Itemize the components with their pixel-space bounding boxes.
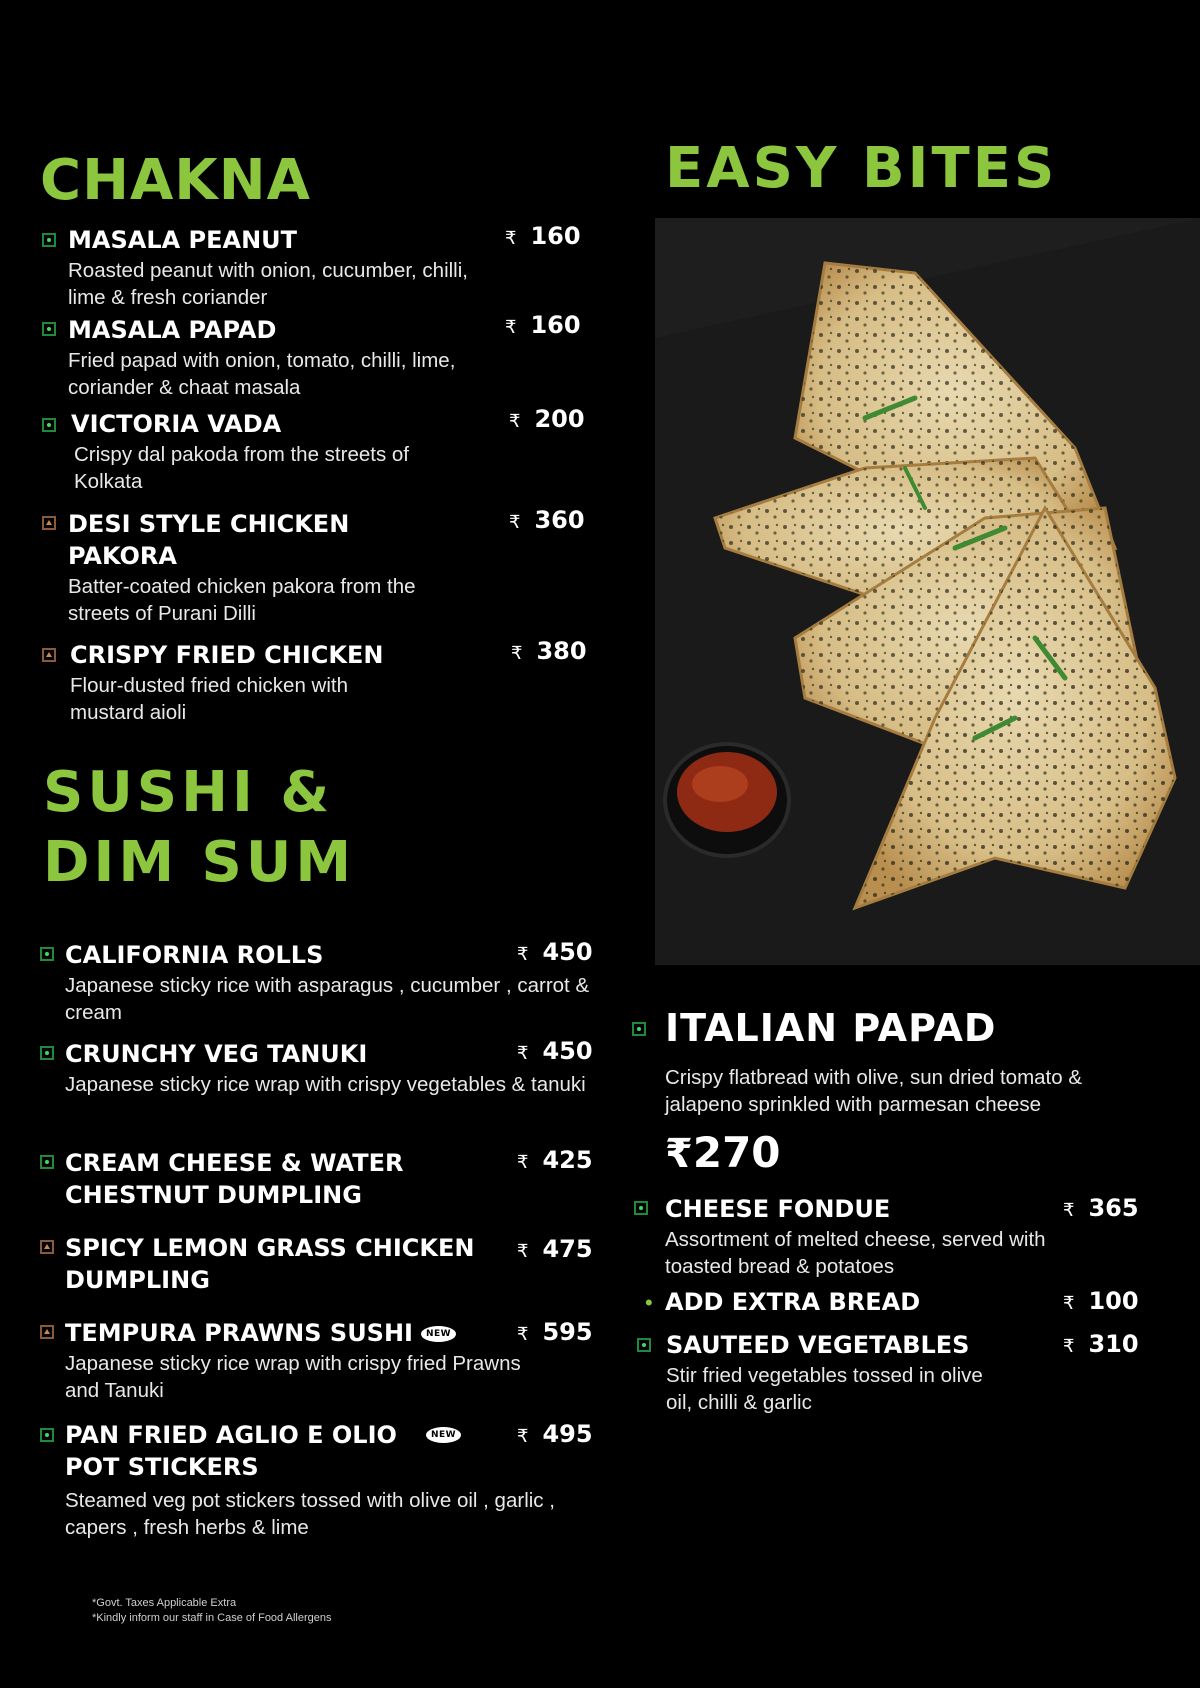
bullet-icon: • — [645, 1290, 653, 1315]
item-description: Japanese sticky rice with asparagus , cucumber , carrot & cream — [65, 974, 590, 1024]
rupee-symbol: ₹ — [1063, 1200, 1075, 1221]
item-price — [517, 1318, 593, 1346]
rupee-symbol: ₹ — [511, 643, 523, 664]
price-value: 160 — [530, 222, 581, 250]
price-value: 270 — [692, 1128, 781, 1177]
item-price — [517, 938, 593, 966]
price-value: 450 — [542, 1037, 593, 1065]
veg-icon — [632, 1022, 646, 1036]
veg-icon — [40, 1046, 54, 1060]
nonveg-icon — [40, 1325, 54, 1339]
rupee-symbol: ₹ — [505, 317, 517, 338]
price-value: 495 — [542, 1420, 593, 1448]
item-description: Flour-dusted fried chicken with mustard aioli — [70, 674, 349, 724]
rupee-symbol: ₹ — [517, 1241, 529, 1262]
item-description: Crispy dal pakoda from the streets of Kolkata — [74, 443, 409, 493]
item-price — [517, 1037, 593, 1065]
menu-item-cheese-fondue — [665, 1193, 1085, 1280]
footnote-taxes: *Govt. Taxes Applicable Extra — [92, 1597, 237, 1609]
price-value: 475 — [542, 1235, 593, 1263]
rupee-symbol: ₹ — [517, 1426, 529, 1447]
item-description: Assortment of melted cheese, served with toasted bread & potatoes — [665, 1228, 1046, 1278]
price-value: 160 — [530, 311, 581, 339]
item-name: SAUTEED VEGETABLES — [666, 1331, 970, 1359]
price-value: 380 — [536, 637, 587, 665]
rupee-symbol: ₹ — [509, 411, 521, 432]
italian-papad-photo — [655, 218, 1200, 965]
veg-icon — [40, 1155, 54, 1169]
new-badge: NEW — [426, 1427, 461, 1443]
item-price — [509, 506, 585, 534]
rupee-symbol: ₹ — [1063, 1293, 1075, 1314]
price-value: 595 — [542, 1318, 593, 1346]
item-name-text: PAN FRIED AGLIO E OLIO POT STICKERS — [65, 1421, 397, 1481]
item-price — [517, 1420, 593, 1448]
veg-icon — [637, 1338, 651, 1352]
item-description: Batter-coated chicken pakora from the streets of Purani Dilli — [68, 575, 416, 625]
veg-icon — [42, 418, 56, 432]
rupee-symbol: ₹ — [505, 228, 517, 249]
item-name: CALIFORNIA ROLLS — [65, 941, 324, 969]
menu-item-masala-papad — [68, 314, 468, 401]
item-name: VICTORIA VADA — [71, 410, 282, 438]
menu-item-masala-peanut — [68, 224, 488, 311]
price-value: 100 — [1088, 1287, 1139, 1315]
item-price — [505, 222, 581, 250]
item-price — [517, 1146, 593, 1174]
item-description: Japanese sticky rice wrap with crispy fried Prawns and Tanuki — [65, 1352, 521, 1402]
item-name: CHEESE FONDUE — [665, 1195, 891, 1223]
nonveg-icon — [40, 1240, 54, 1254]
featured-item-name: ITALIAN PAPAD — [665, 1006, 997, 1050]
item-description: Fried papad with onion, tomato, chilli, lime, coriander & chaat masala — [68, 349, 456, 399]
item-name: DESI STYLE CHICKEN PAKORA — [68, 510, 350, 570]
rupee-symbol: ₹ — [517, 944, 529, 965]
menu-item-add-extra-bread — [665, 1286, 1045, 1318]
rupee-symbol: ₹ — [665, 1131, 693, 1177]
rupee-symbol: ₹ — [517, 1152, 529, 1173]
featured-item-price — [665, 1128, 781, 1177]
menu-item-lemon-grass-dumpling — [65, 1232, 505, 1296]
nonveg-icon — [42, 648, 56, 662]
veg-icon — [42, 233, 56, 247]
item-price — [509, 405, 585, 433]
item-price — [517, 1235, 593, 1263]
rupee-symbol: ₹ — [517, 1324, 529, 1345]
item-price — [1063, 1287, 1139, 1315]
menu-item-cream-cheese-dumpling — [65, 1147, 465, 1211]
item-price — [505, 311, 581, 339]
price-value: 450 — [542, 938, 593, 966]
item-description: Roasted peanut with onion, cucumber, chilli, lime & fresh coriander — [68, 259, 468, 309]
featured-item-italian-papad — [665, 1004, 1165, 1118]
rupee-symbol: ₹ — [1063, 1336, 1075, 1357]
item-name: MASALA PAPAD — [68, 316, 277, 344]
item-price — [1063, 1330, 1139, 1358]
sushi-heading-line1: SUSHI & — [43, 760, 334, 825]
flatbread-illustration — [655, 218, 1200, 965]
item-name: CREAM CHEESE & WATER CHESTNUT DUMPLING — [65, 1149, 404, 1209]
footnote-allergens: *Kindly inform our staff in Case of Food Allergens — [92, 1612, 332, 1624]
item-name: MASALA PEANUT — [68, 226, 298, 254]
price-value: 360 — [534, 506, 585, 534]
featured-item-description: Crispy flatbread with olive, sun dried tomato & jalapeno sprinkled with parmesan cheese — [665, 1066, 1083, 1116]
veg-icon — [42, 322, 56, 336]
item-description: Japanese sticky rice wrap with crispy vegetables & tanuki — [65, 1073, 586, 1096]
item-name: CRISPY FRIED CHICKEN — [70, 641, 384, 669]
price-value: 310 — [1088, 1330, 1139, 1358]
menu-item-desi-chicken-pakora — [68, 508, 448, 627]
chakna-heading: CHAKNA — [40, 148, 311, 213]
menu-item-sauteed-vegetables — [666, 1329, 1066, 1416]
rupee-symbol: ₹ — [509, 512, 521, 533]
item-description: Steamed veg pot stickers tossed with olive oil , garlic , capers , fresh herbs & lime — [65, 1489, 555, 1539]
menu-item-crispy-fried-chicken — [70, 639, 490, 726]
veg-icon — [40, 947, 54, 961]
item-name-text: TEMPURA PRAWNS SUSHI — [65, 1319, 413, 1347]
item-name: SPICY LEMON GRASS CHICKEN DUMPLING — [65, 1234, 475, 1294]
rupee-symbol: ₹ — [517, 1043, 529, 1064]
item-name: ADD EXTRA BREAD — [665, 1288, 921, 1316]
easy-bites-heading: EASY BITES — [665, 136, 1058, 201]
item-description: Stir fried vegetables tossed in olive oil, chilli & garlic — [666, 1364, 983, 1414]
price-value: 425 — [542, 1146, 593, 1174]
veg-icon — [634, 1201, 648, 1215]
item-price — [511, 637, 587, 665]
veg-icon — [40, 1428, 54, 1442]
sushi-heading-line2: DIM SUM — [43, 830, 356, 895]
new-badge: NEW — [421, 1326, 456, 1342]
item-name — [65, 1419, 455, 1483]
item-name: CRUNCHY VEG TANUKI — [65, 1040, 368, 1068]
price-value: 200 — [534, 405, 585, 433]
item-price — [1063, 1194, 1139, 1222]
menu-item-victoria-vada — [71, 408, 451, 495]
price-value: 365 — [1088, 1194, 1139, 1222]
nonveg-icon — [42, 516, 56, 530]
